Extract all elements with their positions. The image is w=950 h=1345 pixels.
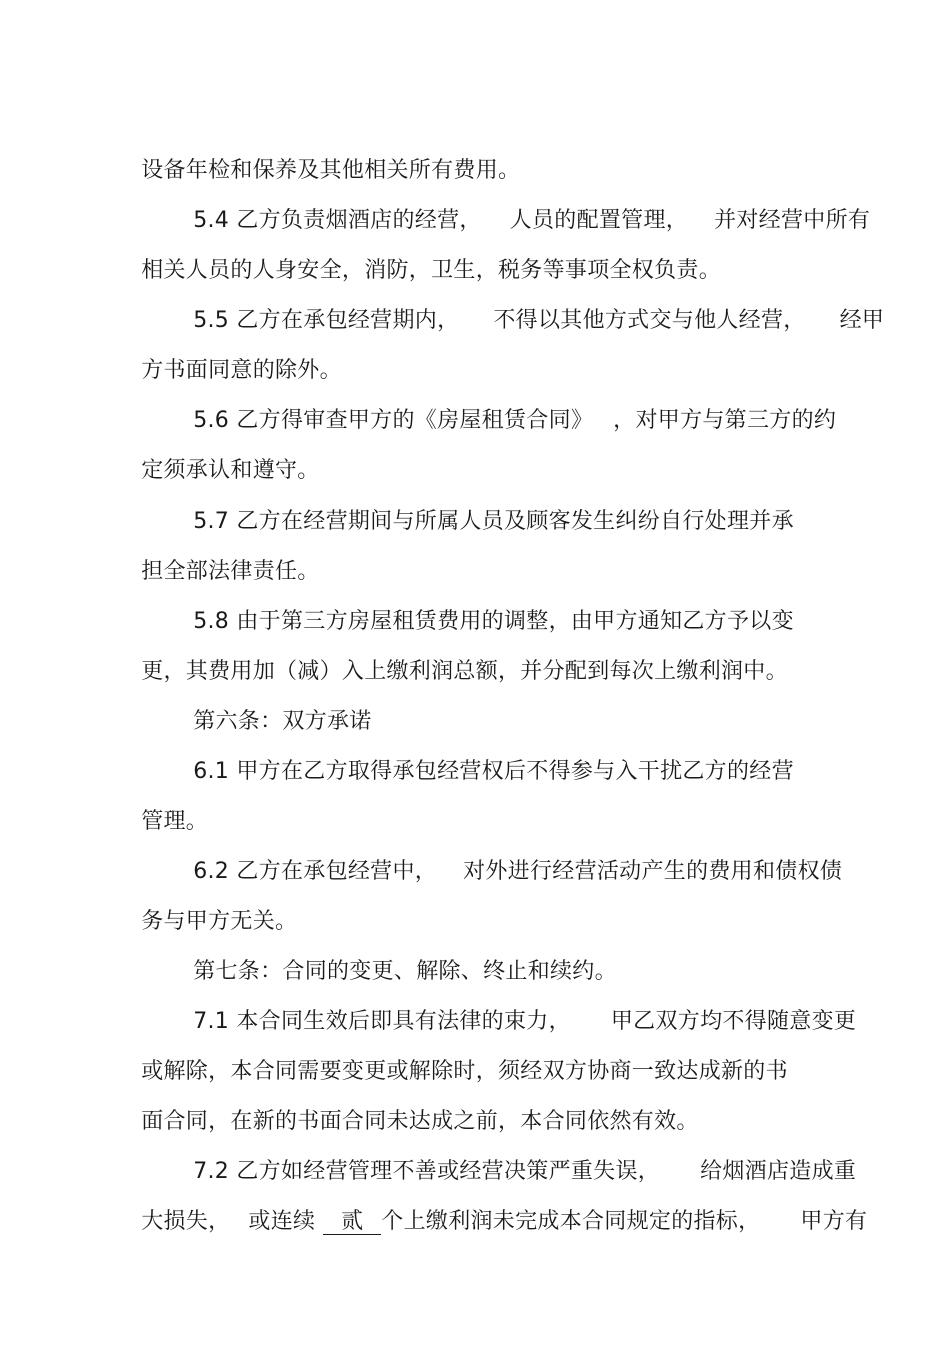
text-segment: 更，其费用加（减）入上缴利润总额，并分配到每次上缴利润中。	[141, 659, 788, 684]
text-segment: 6.1 甲方在乙方取得承包经营权后不得参与入干扰乙方的经营	[193, 759, 794, 784]
text-segment: 或解除，本合同需要变更或解除时，须经双方协商一致达成新的书	[141, 1059, 788, 1084]
clause-6-1	[164, 727, 794, 817]
text-segment: 或连续	[248, 1209, 316, 1234]
text-segment: 第六条：双方承诺	[193, 709, 372, 734]
text-segment: 5.5 乙方在承包经营期内，	[193, 308, 460, 333]
text-segment: 经甲	[839, 308, 885, 333]
fill-in-blank: 贰	[323, 1210, 381, 1235]
text-segment: 7.2 乙方如经营管理不善或经营决策严重失误，	[193, 1159, 661, 1184]
text-segment: 务与甲方无关。	[141, 909, 298, 934]
text-segment: 7.1 本合同生效后即具有法律的束力，	[193, 1009, 571, 1034]
text-segment: 大损失，	[141, 1209, 231, 1234]
text-segment: 方书面同意的除外。	[141, 358, 342, 383]
text-segment: 定须承认和遵守。	[141, 458, 320, 483]
text-segment: 面合同，在新的书面合同未达成之前，本合同依然有效。	[141, 1109, 699, 1134]
text-segment: 设备年检和保养及其他相关所有费用。	[141, 158, 521, 183]
text-segment: 甲方有	[800, 1209, 868, 1234]
text-segment: 人员的配置管理，	[509, 208, 689, 233]
text-segment: 5.8 由于第三方房屋租赁费用的调整，由甲方通知乙方予以变	[193, 609, 794, 634]
text-segment: 5.6 乙方得审查甲方的《房屋租赁合同》	[193, 408, 594, 433]
text-segment: 担全部法律责任。	[141, 559, 320, 584]
text-segment: 甲乙双方均不得随意变更	[610, 1009, 857, 1034]
text-segment: 相关人员的人身安全，消防，卫生，税务等事项全权负责。	[141, 258, 721, 283]
text-segment: 并对经营中所有	[714, 208, 871, 233]
text-segment: 管理。	[141, 809, 209, 834]
text-segment: 5.4 乙方负责烟酒店的经营，	[193, 208, 482, 233]
text-segment: 5.7 乙方在经营期间与所属人员及顾客发生纠纷自行处理并承	[193, 509, 794, 534]
text-segment: 第七条：合同的变更、解除、终止和续约。	[193, 959, 617, 984]
text-segment: 对外进行经营活动产生的费用和债权债	[463, 859, 843, 884]
text-segment: 6.2 乙方在承包经营中，	[193, 859, 438, 884]
text-segment: 个上缴利润未完成本合同规定的指标，	[381, 1209, 761, 1234]
paragraph-line	[112, 1177, 867, 1267]
text-segment: 不得以其他方式交与他人经营，	[493, 308, 806, 333]
text-segment: ，对甲方与第三方的约	[613, 408, 837, 433]
text-segment: 给烟酒店造成重	[700, 1159, 857, 1184]
